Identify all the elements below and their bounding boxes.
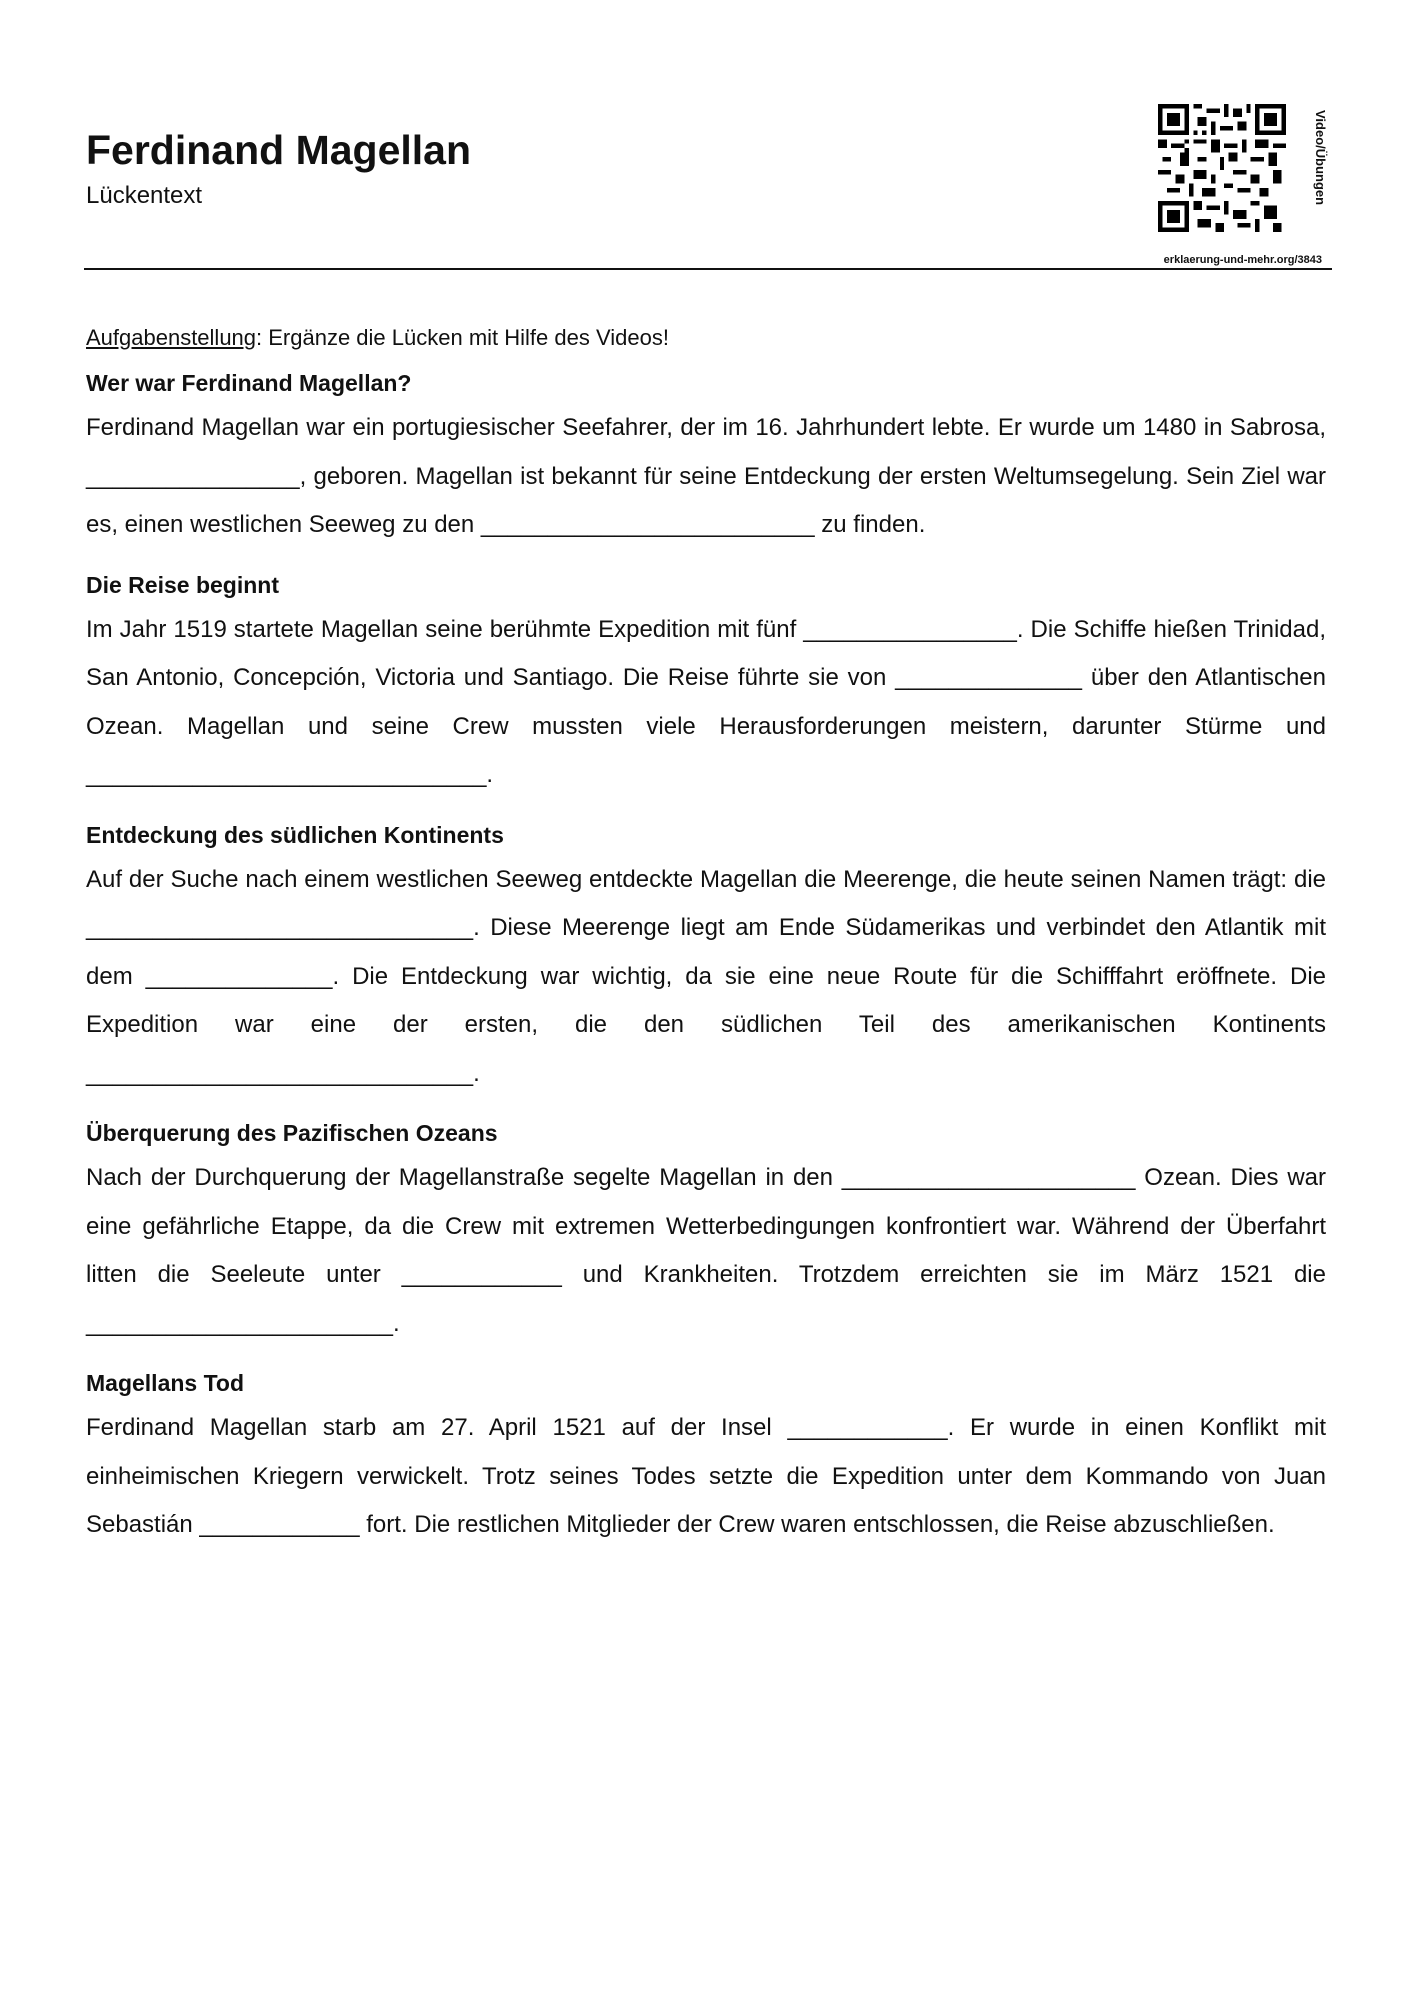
section-text: Ferdinand Magellan war ein portugiesischer Seefahrer, der im 16. Jahrhundert lebte. Er wurde um 1480 in Sabrosa, ________________, geboren. Magellan ist bekannt für seine Entdeckung der ersten Weltumsegelung. Sein Ziel war es, einen westlichen Seeweg zu den _________________________ zu finden.	[86, 414, 1326, 538]
section-text: Nach der Durchquerung der Magellanstraße segelte Magellan in den ______________________ Ozean. Dies war eine gefährliche Etappe, da die Crew mit extremen Wetterbedingungen konfrontiert war. Während der Überfahrt litten die Seeleute unter ____________ und Krankheiten. Trotzdem erreichten sie im März 1521 die _______________________.	[86, 1164, 1326, 1337]
section-who-was-magellan	[86, 366, 1326, 550]
task-text: : Ergänze die Lücken mit Hilfe des Videos!	[256, 325, 669, 350]
side-label-text: Video/Übungen	[1313, 110, 1328, 206]
site-url: erklaerung-und-mehr.org/3843	[1163, 254, 1322, 266]
worksheet-content	[86, 322, 1326, 1568]
page-title: Ferdinand Magellan	[86, 127, 471, 173]
section-title: Entdeckung des südlichen Kontinents	[86, 821, 504, 848]
section-pacific-crossing	[86, 1116, 1326, 1348]
qr-code-icon	[1158, 100, 1286, 236]
task-instruction	[86, 322, 1326, 354]
section-title: Wer war Ferdinand Magellan?	[86, 370, 412, 396]
section-magellans-death	[86, 1366, 1326, 1550]
section-journey-begins	[86, 568, 1326, 800]
task-label: Aufgabenstellung	[86, 325, 257, 350]
section-title: Die Reise beginnt	[86, 571, 279, 598]
section-title: Überquerung des Pazifischen Ozeans	[86, 1120, 498, 1146]
header-divider	[84, 268, 1332, 270]
video-exercises-label	[1306, 110, 1330, 220]
section-text: Auf der Suche nach einem westlichen Seeweg entdeckte Magellan die Meerenge, die heute seinen Namen trägt: die _____________________________. Diese Meerenge liegt am Ende Südamerikas und verbindet den Atlantik mit dem ______________. Die Entdeckung war wichtig, da sie eine neue Route für die Schifffahrt eröffnete. Die Expedition war eine der ersten, die den südlichen Teil des amerikanischen Kontinents _____________________________.	[86, 865, 1326, 1087]
page-subtitle: Lückentext	[86, 182, 203, 209]
section-text: Im Jahr 1519 startete Magellan seine berühmte Expedition mit fünf ________________. Die Schiffe hießen Trinidad, San Antonio, Concepción, Victoria und Santiago. Die Reise führte sie von ______________ über den Atlantischen Ozean. Magellan und seine Crew mussten viele Herausforderungen meistern, darunter Stürme und ______________________________.	[86, 615, 1326, 788]
section-text: Ferdinand Magellan starb am 27. April 1521 auf der Insel ____________. Er wurde in einen Konflikt mit einheimischen Kriegern verwickelt. Trotz seines Todes setzte die Expedition unter dem Kommando von Juan Sebastián ____________ fort. Die restlichen Mitglieder der Crew waren entschlossen, die Reise abzuschließen.	[86, 1414, 1326, 1538]
section-southern-continent	[86, 818, 1326, 1099]
section-title: Magellans Tod	[86, 1370, 245, 1396]
